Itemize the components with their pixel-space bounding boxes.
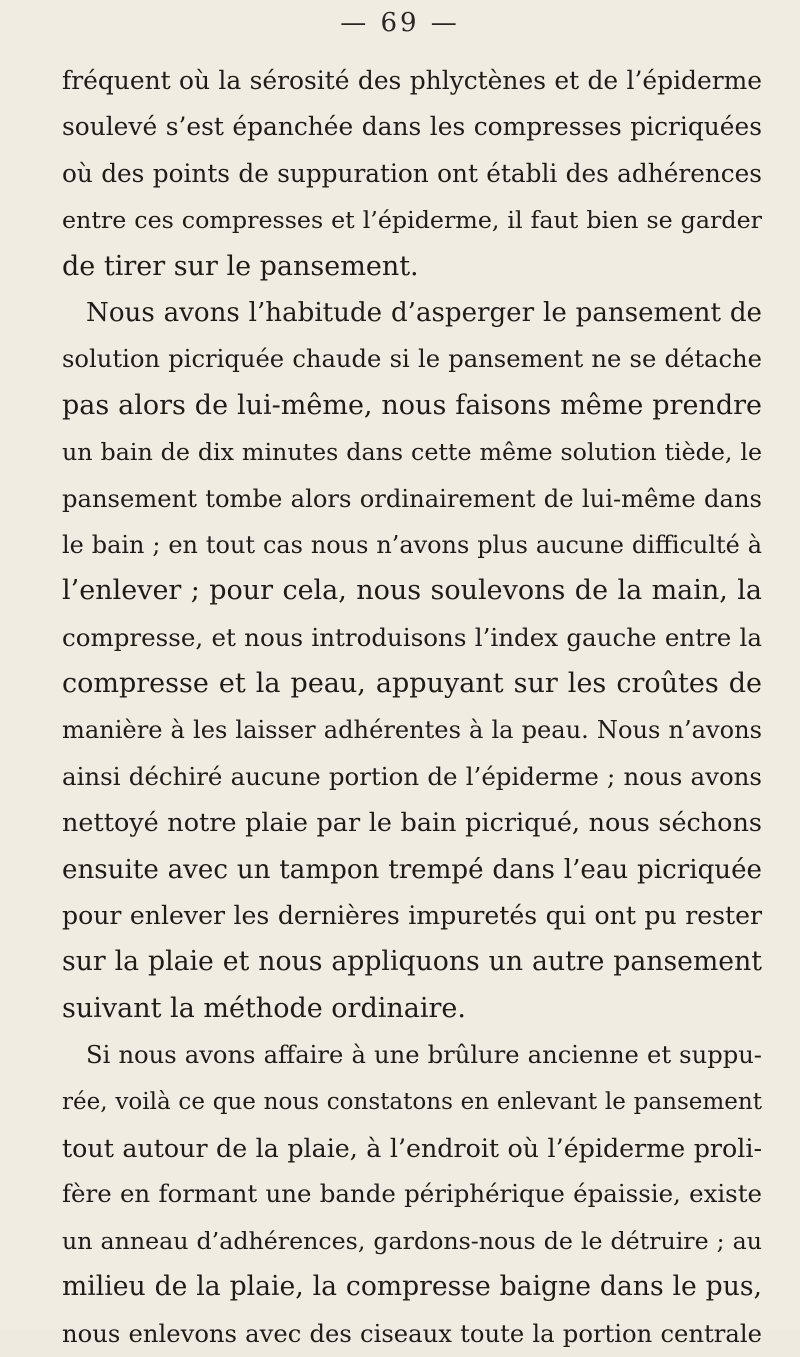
text-line-1: fréquent où la sérosité des phlyctènes et de l’épiderme bbox=[62, 66, 762, 95]
body-text bbox=[62, 58, 762, 1357]
text-line-3: où des points de suppuration ont établi des adhérences bbox=[62, 158, 762, 188]
text-line-12: l’enlever ; pour cela, nous soulevons de la main, la bbox=[62, 575, 762, 607]
text-line-4: entre ces compresses et l’épiderme, il faut bien se garder bbox=[62, 206, 762, 235]
text-line-2: soulevé s’est épanchée dans les compresses picriquées bbox=[62, 112, 762, 142]
text-line-22: Si nous avons affaire à une brûlure ancienne et suppu- bbox=[86, 1041, 762, 1070]
text-line-26: un anneau d’adhérences, gardons-nous de le détruire ; au bbox=[62, 1226, 762, 1255]
page-number: — 69 — bbox=[340, 8, 460, 38]
text-line-21: suivant la méthode ordinaire. bbox=[62, 992, 466, 1024]
text-line-8: pas alors de lui-même, nous faisons même prendre bbox=[62, 389, 762, 421]
text-line-27: milieu de la plaie, la compresse baigne dans le pus, bbox=[62, 1271, 762, 1303]
text-line-23: rée, voilà ce que nous constatons en enlevant le pansement bbox=[62, 1088, 762, 1115]
text-line-16: ainsi déchiré aucune portion de l’épiderme ; nous avons bbox=[62, 761, 762, 791]
text-line-17: nettoyé notre plaie par le bain picriqué, nous séchons bbox=[62, 808, 762, 839]
text-line-28: nous enlevons avec des ciseaux toute la portion centrale bbox=[62, 1318, 762, 1348]
text-line-5: de tirer sur le pansement. bbox=[62, 250, 419, 282]
text-line-9: un bain de dix minutes dans cette même solution tiède, le bbox=[62, 438, 762, 467]
text-line-11: le bain ; en tout cas nous n’avons plus aucune difficulté à bbox=[62, 530, 762, 559]
text-line-13: compresse, et nous introduisons l’index gauche entre la bbox=[62, 622, 762, 652]
text-line-25: fère en formant une bande périphérique épaissie, existe bbox=[62, 1179, 762, 1209]
text-line-18: ensuite avec un tampon trempé dans l’eau picriquée bbox=[62, 854, 762, 885]
text-line-10: pansement tombe alors ordinairement de lui-même dans bbox=[62, 484, 762, 513]
text-line-19: pour enlever les dernières impuretés qui ont pu rester bbox=[62, 901, 762, 931]
text-line-14: compresse et la peau, appuyant sur les croûtes de bbox=[62, 668, 762, 700]
text-line-7: solution picriquée chaude si le pansement ne se détache bbox=[62, 345, 762, 374]
text-line-6: Nous avons l’habitude d’asperger le pansement de bbox=[86, 297, 762, 328]
text-line-24: tout autour de la plaie, à l’endroit où l’épiderme proli- bbox=[62, 1132, 762, 1163]
text-line-15: manière à les laisser adhérentes à la peau. Nous n’avons bbox=[62, 716, 762, 745]
text-line-20: sur la plaie et nous appliquons un autre pansement bbox=[62, 946, 762, 978]
